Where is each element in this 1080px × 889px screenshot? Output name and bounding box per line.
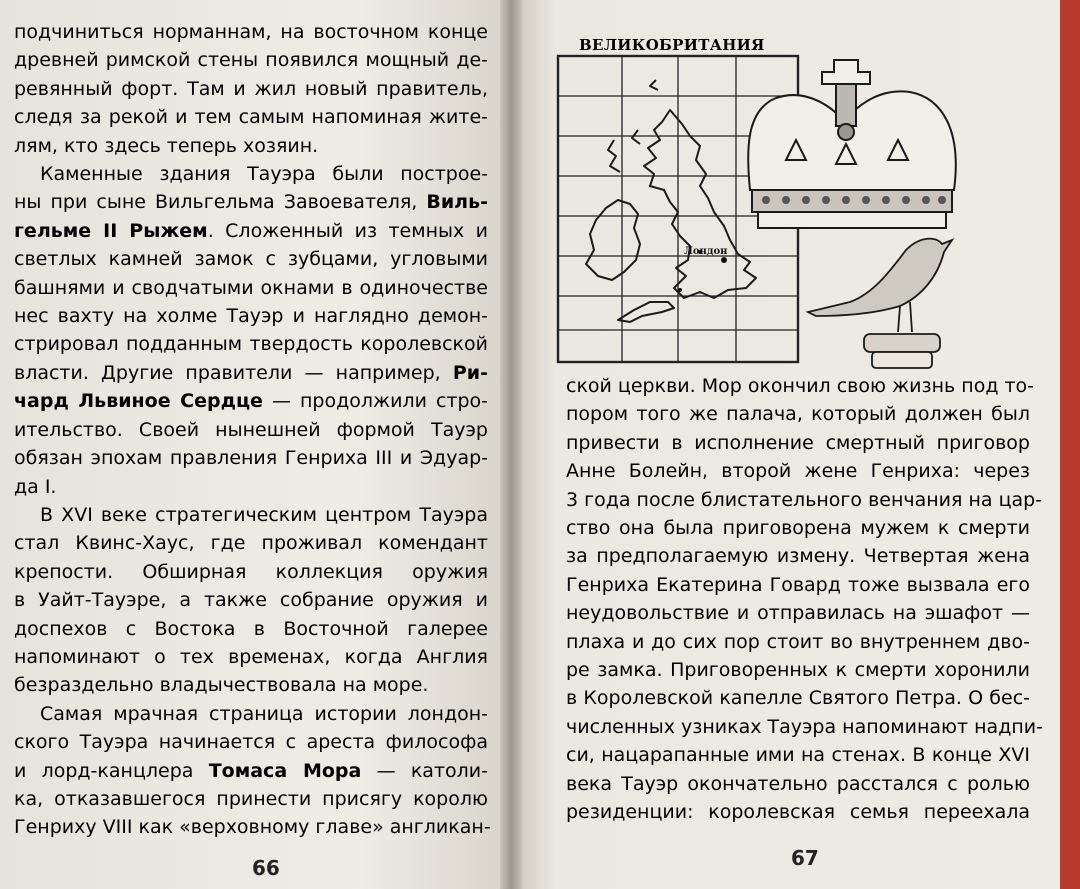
- text-line: да I.: [14, 475, 57, 498]
- text-line: светлых камней замок с зубцами, угловыми: [14, 248, 488, 271]
- bold-name: Томаса Мора: [208, 759, 362, 782]
- text-line: ны при сыне Вильгельма Завоевателя, Виль-: [14, 191, 488, 214]
- text-line: 3 года после блистательного венчания на цар-: [566, 488, 1043, 511]
- text-line: ской церкви. Мор окончил свою жизнь под то-: [566, 375, 1035, 397]
- text-line: власти. Другие правители — например, Ри-: [14, 361, 488, 384]
- text-line: древней римской стены появился мощный де-: [14, 49, 488, 72]
- text-line: си, нацарапанные ими на стенах. В конце XVI: [566, 744, 1030, 767]
- text-line: крепости. Обширная коллекция оружия: [14, 560, 488, 583]
- text-line: пором того же палача, который должен был: [566, 403, 1030, 426]
- text-line: плаха и до сих пор стоит во внутреннем дво-: [566, 630, 1030, 653]
- text-line: подчиниться норманнам, на восточном конце: [14, 21, 488, 43]
- text-line: напоминают о тех временах, когда Англия: [14, 645, 488, 668]
- text-line: нес вахту на холме Тауэр и наглядно демон-: [14, 305, 488, 328]
- text-line: гельме II Рыжем. Сложенный из темных и: [14, 219, 488, 242]
- text-line: обязан эпохам правления Генриха III и Эдуар-: [14, 447, 488, 470]
- text-line: ревянный форт. Там и жил новый правитель,: [14, 77, 488, 100]
- text-line: башнями и сводчатыми окнами в одиночестве: [14, 276, 488, 299]
- book-gutter: [500, 0, 522, 889]
- text-line: доспехов с Востока в Восточной галерее: [14, 617, 488, 640]
- coastline: [586, 80, 756, 322]
- text-line: в Уайт-Тауэре, а также собрание оружия и: [14, 589, 488, 612]
- text-line: Генриху VIII как «верховному главе» англикан-: [14, 816, 491, 839]
- text-line: Анне Болейн, второй жене Генриха: через: [566, 460, 1030, 483]
- map-city-label: Лондон: [684, 246, 728, 257]
- raven-icon: [808, 239, 952, 368]
- text-line: века Тауэр окончательно расстался с ролью: [566, 772, 1030, 795]
- text-line: следя за рекой и тем самым напоминая жите-: [14, 106, 488, 129]
- text-line: безраздельно владычествовала на море.: [14, 674, 429, 697]
- text-line: численных узниках Тауэра напоминают надпи-: [566, 715, 1043, 738]
- text-line: ре замка. Приговоренных к смерти хоронили: [566, 659, 1030, 682]
- page-number-left: 66: [252, 856, 280, 880]
- text-line: стал Квинс-Хаус, где проживал комендант: [14, 532, 488, 555]
- text-line: Каменные здания Тауэра были построе-: [40, 163, 488, 186]
- text-line: неудовольствие и отправилась на эшафот —: [566, 602, 1030, 625]
- text-line: резиденции: королевская семья переехала: [566, 801, 1030, 824]
- bold-name: чард Львиное Сердце: [14, 390, 263, 413]
- page-number-right: 67: [791, 846, 819, 870]
- text-line: В XVI веке стратегическим центром Тауэра: [40, 503, 488, 526]
- text-line: лям, кто здесь теперь хозяин.: [14, 134, 319, 157]
- map-illustration: [550, 40, 1010, 370]
- text-line: стрировал подданным твердость королевской: [14, 333, 488, 356]
- text-line: Генриха Екатерина Говард тоже вызвала его: [566, 573, 1030, 596]
- right-page-text: [566, 372, 1043, 827]
- text-line: ительство. Своей нынешней формой Тауэр: [14, 418, 488, 441]
- text-line: ка, отказавшегося принести присягу королю: [14, 787, 488, 810]
- text-line: в Королевской капелле Святого Петра. О бес-: [566, 687, 1030, 710]
- bold-name: гельме II Рыжем: [14, 219, 208, 242]
- text-line: ство она была приговорена мужем к смерти: [566, 517, 1030, 540]
- left-page-text: [14, 18, 491, 842]
- text-line: Самая мрачная страница истории лондон-: [40, 702, 488, 725]
- bold-name: Виль-: [426, 191, 488, 214]
- bold-name: Ри-: [452, 361, 488, 384]
- text-line: и лорд-канцлера Томаса Мора — католи-: [14, 759, 488, 782]
- text-line: привести в исполнение смертный приговор: [566, 431, 1030, 454]
- text-line: ского Тауэра начинается с ареста философа: [14, 731, 488, 754]
- text-line: за предполагаемую измену. Четвертая жена: [566, 545, 1030, 568]
- map-title: ВЕЛИКОБРИТАНИЯ: [579, 36, 765, 54]
- text-line: чард Львиное Сердце — продолжили стро-: [14, 390, 488, 413]
